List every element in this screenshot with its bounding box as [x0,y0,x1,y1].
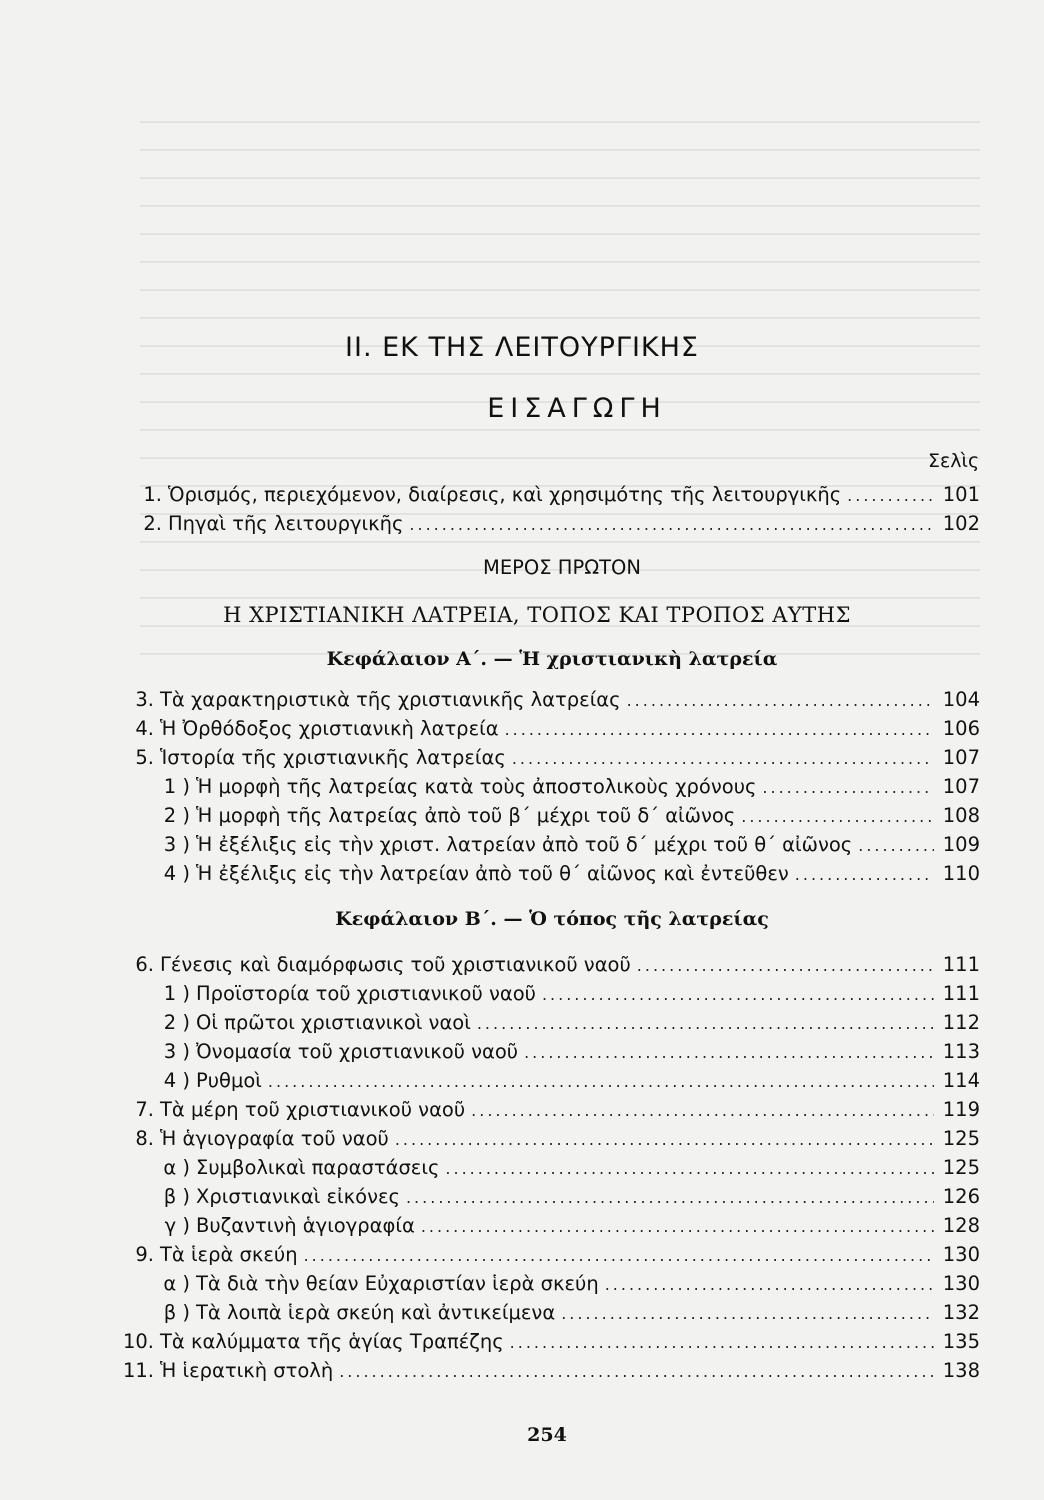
toc-subentry: β ) Χριστιανικαὶ εἰκόνες ..... 126 [158,1185,980,1208]
toc-subentry: 2 ) Οἱ πρῶτοι χριστιανικοὶ ναοὶ ..... 112 [158,1011,980,1034]
toc-entry: 8. Ἡ ἁγιογραφία τοῦ ναοῦ ..... 125 [132,1127,980,1150]
toc-subentry: 2 ) Ἡ μορφὴ τῆς λατρείας ἀπὸ τοῦ β΄ μέχρι τοῦ δ΄ αἰῶνος ..... 108 [158,804,980,827]
toc-entry: 10. Τὰ καλύμματα τῆς ἁγίας Τραπέζης ..... 135 [118,1330,980,1353]
toc-subentry: α ) Τὰ διὰ τὴν θείαν Εὐχαριστίαν ἱερὰ σκεύη ..... 130 [158,1272,980,1295]
chapter-b-heading: Κεφάλαιον Β΄. — Ὁ τόπος τῆς λατρείας [335,908,769,930]
toc-entry: 11. Ἡ ἱερατικὴ στολὴ ..... 138 [118,1359,980,1382]
toc-entry: 7. Τὰ μέρη τοῦ χριστιανικοῦ ναοῦ ..... 119 [132,1098,980,1121]
toc-subentry: β ) Τὰ λοιπὰ ἱερὰ σκεύη καὶ ἀντικείμενα ..... 132 [158,1301,980,1324]
part-heading: ΜΕΡΟΣ ΠΡΩΤΟΝ [483,556,641,579]
toc-subentry: 4 ) Ἡ ἐξέλιξις εἰς τὴν λατρείαν ἀπὸ τοῦ θ΄ αἰῶνος καὶ ἐντεῦθεν ..... 110 [158,862,980,885]
chapter-a-heading: Κεφάλαιον Α΄. — Ἡ χριστιανικὴ λατρεία [326,648,778,670]
section-title: Η ΧΡΙΣΤΙΑΝΙΚΗ ΛΑΤΡΕΙΑ, ΤΟΠΟΣ ΚΑΙ ΤΡΟΠΟΣ ΑΥΤΗΣ [223,603,851,627]
toc-subentry: 3 ) Ὀνομασία τοῦ χριστιανικοῦ ναοῦ ..... 113 [158,1040,980,1063]
page-number: 254 [527,1424,567,1446]
toc-entry: 4. Ἡ Ὀρθόδοξος χριστιανικὴ λατρεία ..... 106 [132,717,980,740]
toc-subentry: 4 ) Ρυθμοὶ ..... 114 [158,1069,980,1092]
part-title: II. ΕΚ ΤΗΣ ΛΕΙΤΟΥΡΓΙΚΗΣ [345,332,699,363]
toc-entry: 2. Πηγαὶ τῆς λειτουργικῆς ..... 102 [140,512,980,535]
toc-subentry: α ) Συμβολικαὶ παραστάσεις ..... 125 [158,1156,980,1179]
toc-subentry: 3 ) Ἡ ἐξέλιξις εἰς τὴν χριστ. λατρείαν ἀπὸ τοῦ δ΄ μέχρι τοῦ θ΄ αἰῶνος ..... 109 [158,833,980,856]
toc-entry: 6. Γένεσις καὶ διαμόρφωσις τοῦ χριστιανικοῦ ναοῦ ..... 111 [132,953,980,976]
toc-entry: 3. Τὰ χαρακτηριστικὰ τῆς χριστιανικῆς λατρείας ..... 104 [132,688,980,711]
page-column-label: Σελὶς [928,450,980,472]
toc-subentry: 1 ) Ἡ μορφὴ τῆς λατρείας κατὰ τοὺς ἀποστολικοὺς χρόνους ..... 107 [158,775,980,798]
toc-entry: 9. Τὰ ἱερὰ σκεύη ..... 130 [132,1243,980,1266]
intro-title: ΕΙΣΑΓΩΓΗ [487,393,667,424]
toc-subentry: γ ) Βυζαντινὴ ἁγιογραφία ..... 128 [158,1214,980,1237]
toc-subentry: 1 ) Προϊστορία τοῦ χριστιανικοῦ ναοῦ ..... 111 [158,982,980,1005]
toc-entry: 5. Ἱστορία τῆς χριστιανικῆς λατρείας ..... 107 [132,746,980,769]
toc-entry: 1. Ὁρισμός, περιεχόμενον, διαίρεσις, καὶ χρησιμότης τῆς λειτουργικῆς ..... 101 [140,483,980,506]
